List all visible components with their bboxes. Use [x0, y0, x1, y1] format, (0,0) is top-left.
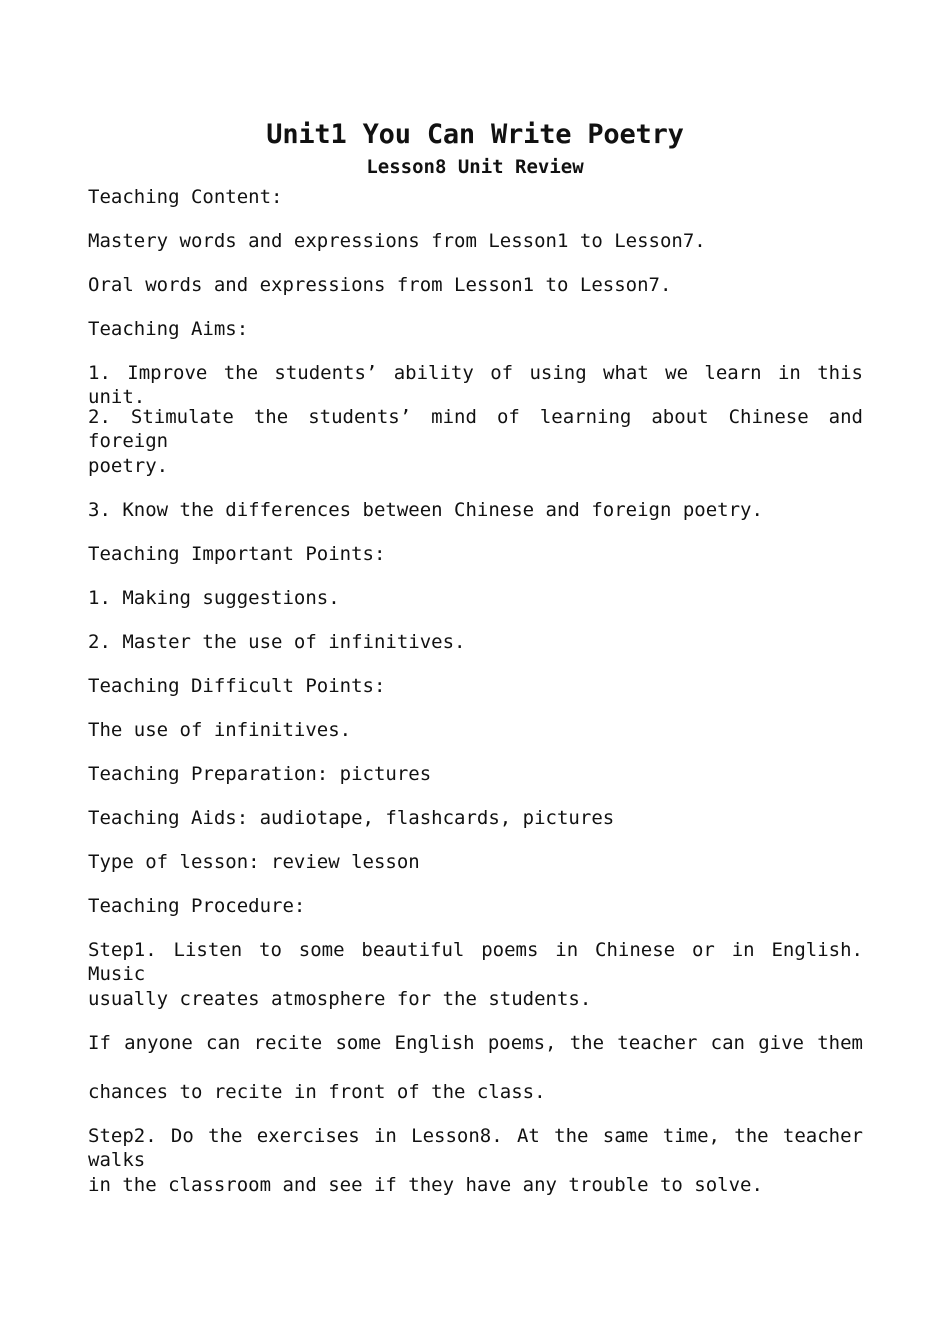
- text-line: in the classroom and see if they have any trouble to solve.: [88, 1174, 763, 1196]
- text-line: If anyone can recite some English poems, the teacher can give them: [88, 1032, 863, 1054]
- text-line: poetry.: [88, 455, 169, 477]
- text-line: Mastery words and expressions from Lesson1 to Lesson7.: [88, 230, 706, 252]
- section-heading-difficult-points: Teaching Difficult Points:: [88, 675, 386, 697]
- list-item: 2. Master the use of infinitives.: [88, 631, 466, 653]
- text-line: Teaching Aids: audiotape, flashcards, pictures: [88, 807, 615, 829]
- text-line: usually creates atmosphere for the students.: [88, 988, 592, 1010]
- text-line: The use of infinitives.: [88, 719, 352, 741]
- text-line: chances to recite in front of the class.: [88, 1081, 546, 1103]
- text-line: Teaching Preparation: pictures: [88, 763, 432, 785]
- section-heading-procedure: Teaching Procedure:: [88, 895, 306, 917]
- list-item: 3. Know the differences between Chinese and foreign poetry.: [88, 499, 763, 521]
- section-heading-content: Teaching Content:: [88, 186, 283, 208]
- document-subtitle: Lesson8 Unit Review: [366, 156, 584, 178]
- text-line: Oral words and expressions from Lesson1 to Lesson7.: [88, 274, 672, 296]
- section-heading-important-points: Teaching Important Points:: [88, 543, 386, 565]
- list-item: 2. Stimulate the students’ mind of learning about Chinese and foreign: [88, 406, 863, 452]
- text-line: Step1. Listen to some beautiful poems in Chinese or in English. Music: [88, 939, 863, 985]
- list-item: 1. Improve the students’ ability of using what we learn in this unit.: [88, 362, 863, 408]
- list-item: 1. Making suggestions.: [88, 587, 340, 609]
- text-line: Step2. Do the exercises in Lesson8. At the same time, the teacher walks: [88, 1125, 863, 1171]
- section-heading-aims: Teaching Aims:: [88, 318, 249, 340]
- text-line: Type of lesson: review lesson: [88, 851, 420, 873]
- document-title: Unit1 You Can Write Poetry: [266, 119, 684, 150]
